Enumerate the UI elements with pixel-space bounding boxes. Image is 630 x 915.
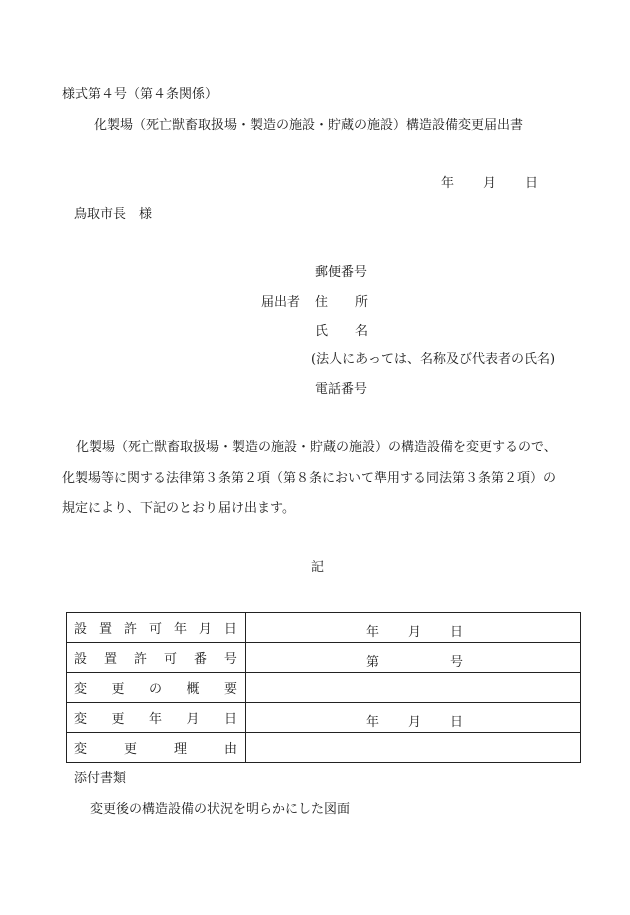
address-label: 住 所 xyxy=(315,295,368,310)
row-label-permit-date: 設 置 許 可 年 月 日 xyxy=(67,613,246,643)
table-row xyxy=(67,703,581,733)
table-row xyxy=(67,643,581,673)
form-number: 様式第４号（第４条関係） xyxy=(62,87,219,102)
attachment-item: 変更後の構造設備の状況を明らかにした図面 xyxy=(90,802,351,817)
change-reason-value[interactable] xyxy=(246,733,581,763)
ki-heading: 記 xyxy=(311,560,325,575)
row-label-permit-number: 設 置 許 可 番 号 xyxy=(67,643,246,673)
body-line: 化製場等に関する法律第３条第２項（第８条において準用する同法第３条第２項）の xyxy=(62,471,557,486)
body-line: 化製場（死亡獣畜取扱場・製造の施設・貯蔵の施設）の構造設備を変更するので、 xyxy=(76,440,557,455)
permit-number-value[interactable]: 第 号 xyxy=(246,643,581,673)
date-month: 月 xyxy=(483,176,497,191)
change-date-value[interactable]: 年 月 日 xyxy=(246,703,581,733)
applicant-label: 届出者 xyxy=(261,295,301,310)
attachments-heading: 添付書類 xyxy=(74,771,127,786)
row-label-change-summary: 変 更 の 概 要 xyxy=(67,673,246,703)
table-row xyxy=(67,613,581,643)
body-line: 規定により、下記のとおり届け出ます。 xyxy=(62,501,295,516)
document-title: 化製場（死亡獣畜取扱場・製造の施設・貯蔵の施設）構造設備変更届出書 xyxy=(94,118,524,133)
table-row xyxy=(67,673,581,703)
phone-label: 電話番号 xyxy=(315,382,368,397)
postal-code-label: 郵便番号 xyxy=(315,265,368,280)
permit-date-value[interactable]: 年 月 日 xyxy=(246,613,581,643)
addressee: 鳥取市長 様 xyxy=(74,207,153,222)
date-year: 年 xyxy=(441,176,455,191)
name-label: 氏 名 xyxy=(315,324,368,339)
details-table xyxy=(66,612,581,763)
row-label-change-reason: 変 更 理 由 xyxy=(67,733,246,763)
corporate-note: (法人にあっては、名称及び代表者の氏名) xyxy=(311,352,556,367)
table-row xyxy=(67,733,581,763)
row-label-change-date: 変 更 年 月 日 xyxy=(67,703,246,733)
date-day: 日 xyxy=(525,176,539,191)
change-summary-value[interactable] xyxy=(246,673,581,703)
